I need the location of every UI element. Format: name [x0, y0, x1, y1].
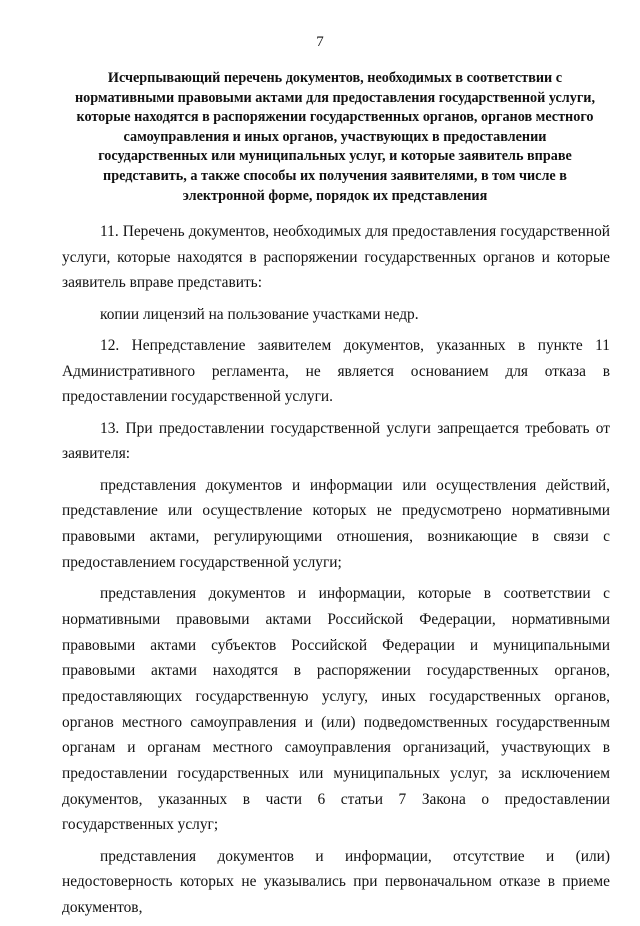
paragraph-12: 12. Непредставление заявителем документов, указанных в пункте 11 Административного регламента, не является основанием для отказа в предоставлении государственной услуги.	[62, 337, 610, 406]
paragraph-11: 11. Перечень документов, необходимых для предоставления государственной услуги, которые находятся в распоряжении государственных органов и которые заявитель вправе представить:	[62, 223, 610, 292]
paragraph-13-item-2: представления документов и информации, которые в соответствии с нормативными правовыми актами Российской Федерации, нормативными правовыми актами субъектов Российской Федерации и муниципальными правовыми актами находятся в распоряжении государственных органов, предоставляющих государственную услугу, иных государственных органов, органов местного самоуправления и (или) подведомственных государственным органам и органам местного самоуправления организаций, участвующих в предоставлении государственных или муниципальных услуг, за исключением документов, указанных в части 6 статьи 7 Закона о предоставлении государственных услуг;	[62, 585, 610, 834]
document-body	[62, 219, 610, 926]
section-heading: Исчерпывающий перечень документов, необходимых в соответствии с нормативными правовыми актами для предоставления государственной услуги, которые находятся в распоряжении государственных органов, органов местного самоуправления и иных органов, участвующих в предоставлении государственных или муниципальных услуг, и которые заявитель вправе представить, а также способы их получения заявителями, в том числе в электронной форме, порядок их представления	[74, 70, 595, 204]
page-number: 7	[316, 34, 324, 50]
paragraph-13: 13. При предоставлении государственной услуги запрещается требовать от заявителя:	[62, 419, 610, 463]
paragraph-13-item-1: представления документов и информации или осуществления действий, представление или осуществление которых не предусмотрено нормативными правовыми актами, регулирующими отношения, возникающие в связи с предоставлением государственной услуги;	[62, 476, 610, 571]
paragraph-11-item: копии лицензий на пользование участками недр.	[100, 305, 419, 323]
paragraph-13-item-3: представления документов и информации, отсутствие и (или) недостоверность которых не указывались при первоначальном отказе в приеме документов,	[62, 847, 610, 917]
